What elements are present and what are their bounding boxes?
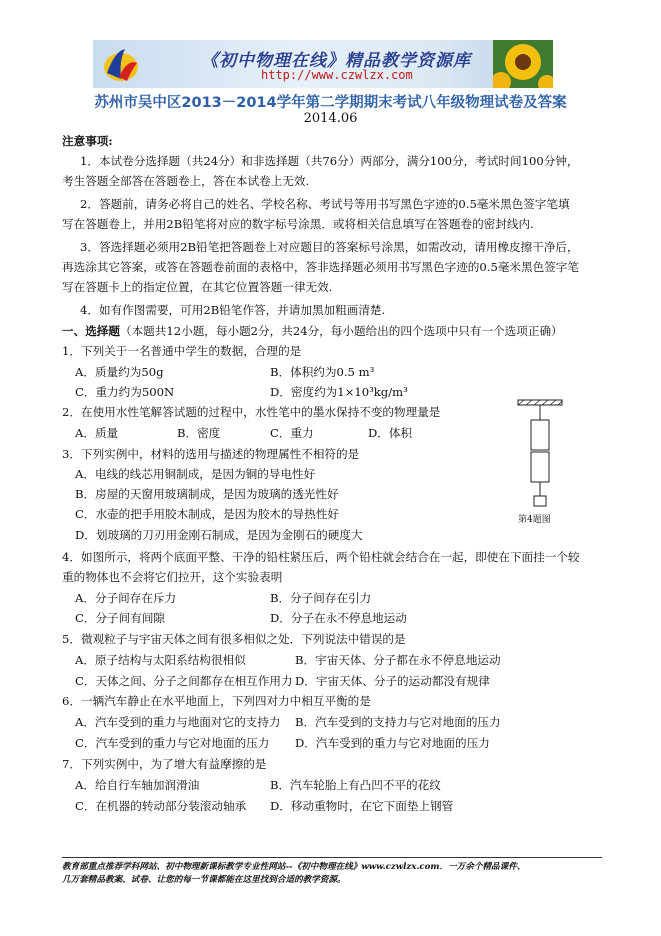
notes-line: 考生答题全部答在答题卷上，答在本试卷上无效. [62,174,310,188]
section-desc: （本题共12小题，每小题2分，共24分，每小题给出的四个选项中只有一个选项正确） [119,324,563,338]
option-b: B．分子间存在引力 [270,591,372,605]
option-c: C．天体之间、分子之间都存在相互作用力 [75,674,293,688]
sunflower-icon [493,40,553,88]
option-d: D．宇宙天体、分子的运动都没有规律 [295,674,490,688]
option-b: B．体积约为0.5 m³ [270,365,375,379]
option-d: D．移动重物时，在它下面垫上钢管 [270,799,454,813]
site-logo-icon [101,43,141,85]
notes-line: 3．答选择题必须用2B铅笔把答题卷上对应题目的答案标号涂黑，如需改动，请用橡皮擦干净后， [80,240,579,254]
option-b: B．密度 [177,426,221,440]
option-a: A．原子结构与太阳系结构很相似 [75,653,246,667]
option-b: B．房屋的天窗用玻璃制成，是因为玻璃的透光性好 [75,487,339,501]
option-a: A．给自行车轴加润滑油 [75,778,200,792]
option-a: A．分子间存在斥力 [75,591,177,605]
banner-title: 《初中物理在线》精品教学资源库 [201,51,471,71]
option-a: A．质量约为50g [75,365,164,379]
notes-line: 1．本试卷分选择题（共24分）和非选择题（共76分）两部分，满分100分，考试时间100分钟， [80,154,579,168]
option-c: C．水壶的把手用胶木制成，是因为胶木的导热性好 [75,507,339,521]
page-footer [62,861,622,887]
option-a: A．电线的线芯用铜制成，是因为铜的导电性好 [75,467,316,481]
option-b: B．宇宙天体、分子都在永不停息地运动 [295,653,501,667]
option-c: C．汽车受到的重力与它对地面的压力 [75,736,270,750]
footer-line: 教育部重点推荐学科网站、初中物理新课标教学专业性网站--《初中物理在线》www.czwlzx.com．一万余个精品课件、 [62,862,526,872]
notes-line: 2．答题前，请务必将自己的姓名、学校名称、考试号等用书写黑色字迹的0.5毫米黑色签字笔填 [80,197,570,211]
option-d: D．密度约为1×10³kg/m³ [270,385,408,399]
question-stem: 4．如图所示，将两个底面平整、干净的铅柱紧压后，两个铅柱就会结合在一起，即使在下面挂一个较 [62,550,580,564]
notes-heading: 注意事项: [62,134,113,148]
lead-cylinders-figure [510,398,570,526]
footer-divider [62,857,602,858]
question-stem: 6．一辆汽车静止在水平地面上，下列四对力中相互平衡的是 [62,694,371,708]
footer-line: 几万套精品教案、试卷、让您的每一节课都能在这里找到合适的教学资源。 [62,875,346,885]
option-a: A．汽车受到的重力与地面对它的支持力 [75,715,281,729]
question-stem: 7．下列实例中，为了增大有益摩擦的是 [62,757,267,771]
option-d: D．体积 [368,426,413,440]
option-d: D．汽车受到的重力与它对地面的压力 [295,736,490,750]
question-stem-cont: 重的物体也不会将它们拉开，这个实验表明 [62,570,283,584]
notes-line: 写在答题卡上的指定位置，在其它位置答题一律无效. [62,280,333,294]
figure-caption: 第4题图 [518,515,551,525]
document-date: 2014.06 [303,111,358,126]
question-stem: 5．微观粒子与宇宙天体之间有很多相似之处．下列说法中错误的是 [62,632,406,646]
option-b: B．汽车受到的支持力与它对地面的压力 [295,715,501,729]
option-c: C．重力约为500N [75,385,175,399]
question-stem: 1．下列关于一名普通中学生的数据，合理的是 [62,344,302,358]
option-c: C．分子间有间隙 [75,611,166,625]
option-b: B．汽车轮胎上有凸凹不平的花纹 [270,778,441,792]
option-c: C．在机器的转动部分装滚动轴承 [75,799,247,813]
option-c: C．重力 [270,426,314,440]
option-d: D．分子在永不停息地运动 [270,611,407,625]
option-d: D．划玻璃的刀刃用金刚石制成，是因为金刚石的硬度大 [75,528,363,542]
section-heading [62,323,563,339]
option-a: A．质量 [75,426,119,440]
notes-line: 4．如有作图需要，可用2B铅笔作答，并请加黑加粗画清楚. [80,303,386,317]
header-banner [93,40,553,88]
notes-line: 再选涂其它答案，或答在答题卷前面的表格中，答非选择题必须用书写黑色字迹的0.5毫米黑色签字笔 [62,260,579,274]
document-title: 苏州市吴中区2013－2014学年第二学期期末考试八年级物理试卷及答案 [94,95,567,111]
question-stem: 3．下列实例中，材料的选用与描述的物理属性不相符的是 [62,447,360,461]
section-label: 一、选择题 [62,324,120,338]
question-stem: 2．在使用水性笔解答试题的过程中，水性笔中的墨水保持不变的物理量是 [62,405,441,419]
notes-line: 写在答题卷上，并用2B铅笔将对应的数字标号涂黑．或将相关信息填写在答题卷的密封线内. [62,217,534,231]
banner-url[interactable]: http://www.czwlzx.com [261,68,413,82]
